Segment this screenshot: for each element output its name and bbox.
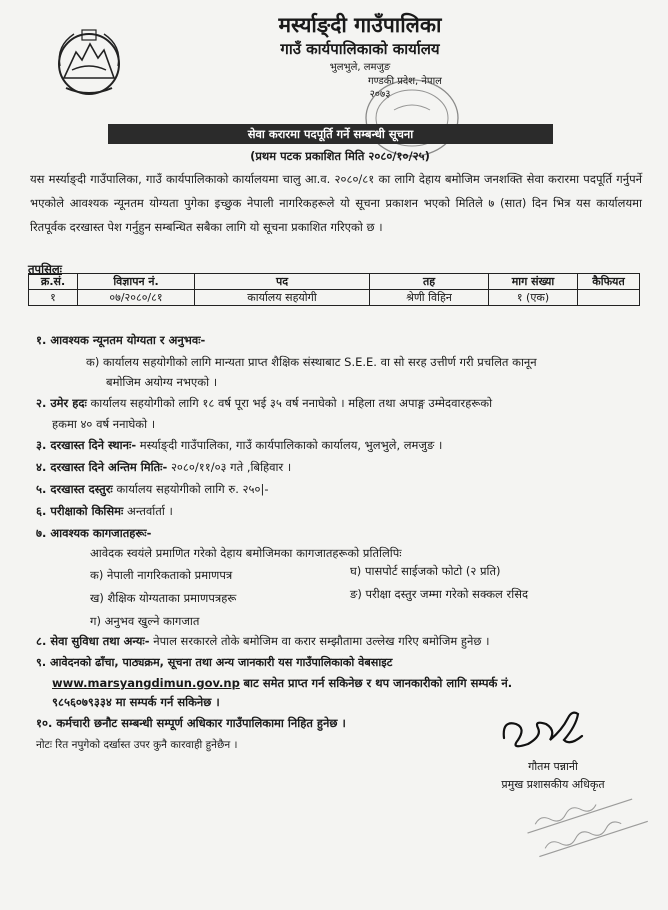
item-6-heading: ६. परीक्षाको किसिमः: [36, 504, 124, 518]
cell-level: श्रेणी विहिन: [370, 290, 489, 306]
office-name: गाउँ कार्यपालिकाको कार्यालय: [280, 40, 440, 58]
item-3-text: मर्स्याङ्दी गाउँपालिका, गाउँ कार्यपालिकाको कार्यालय, भुलभुले, लमजुङ ।: [139, 438, 443, 452]
municipality-name: मर्स्याङ्दी गाउँपालिका: [278, 12, 442, 37]
cell-remarks: [578, 290, 640, 306]
note: नोटः रित नपुगेको दर्खास्त उपर कुनै कारवाही हुनेछैन ।: [36, 739, 238, 751]
office-place: भुलभुले, लमजुङ: [329, 62, 391, 73]
item-1-heading: १. आवश्यक न्यूनतम योग्यता र अनुभवः-: [36, 333, 206, 347]
item-4-heading: ४. दरखास्त दिने अन्तिम मितिः-: [36, 460, 168, 474]
vacancy-table: [28, 273, 640, 306]
notice-title-banner: सेवा करारमा पदपूर्ति गर्ने सम्बन्धी सूचना: [108, 124, 553, 144]
item-2-heading: २. उमेर हदः: [36, 396, 87, 410]
item-7-doc-c: ग) अनुभव खुल्ने कागजात: [90, 614, 200, 628]
cell-sn: १: [29, 290, 78, 306]
signature-icon: [498, 700, 588, 760]
office-province: गण्डकी प्रदेश, नेपाल: [368, 76, 442, 87]
cell-demand: १ (एक): [489, 290, 578, 306]
item-5-heading: ५. दरखास्त दस्तुरः: [36, 482, 113, 496]
item-5: [36, 480, 268, 498]
item-6: [36, 502, 173, 520]
signatory-designation: प्रमुख प्रशासकीय अधिकृत: [501, 778, 605, 791]
col-ad-no-header: विज्ञापन नं.: [78, 274, 195, 290]
intro-paragraph: यस मर्स्याङ्दी गाउँपालिका, गाउँ कार्यपालिकाको कार्यालयमा चालु आ.व. २०८०/८१ का लागि देहाय बमोजिम जनशक्ति सेवा करारमा पदपूर्ति गर्नुपर्ने भएकोले आवश्यक न्यूनतम योग्यता पुगेका इच्छुक नेपाली नागरिकहरूले यो सूचना प्रकाशन भएको मितिले ७ (सात) दिन भित्र यस कार्यालयमा रितपूर्वक दरखास्त पेश गर्नुहुन सम्बन्धित सबैका लागि यो सूचना प्रकाशित गरिएको छ ।: [30, 172, 642, 234]
item-9-line3: ९८५६०७९३३४ मा सम्पर्क गर्न सकिनेछ ।: [52, 695, 220, 709]
cell-ad-no: ०७/२०८०/८१: [78, 290, 195, 306]
item-8: [36, 632, 489, 650]
item-3-heading: ३. दरखास्त दिने स्थानः-: [36, 438, 137, 452]
item-9-line2: [52, 674, 512, 692]
col-remarks-header: कैफियत: [578, 274, 640, 290]
designation-stamp-icon: [518, 780, 658, 870]
item-10: १०. कर्मचारी छनौट सम्बन्धी सम्पूर्ण अधिकार गाउँपालिकामा निहित हुनेछ ।: [36, 716, 346, 730]
item-7-heading: ७. आवश्यक कागजातहरूः-: [36, 526, 152, 540]
signatory-name: गौतम पन्नानी: [528, 760, 578, 773]
item-4-text: २०८०/११/०३ गते ,बिहिवार ।: [170, 460, 292, 474]
item-2: [36, 394, 492, 412]
item-4: [36, 458, 291, 476]
item-1a-line2: बमोजिम अयोग्य नभएको ।: [106, 375, 218, 389]
item-2-line2: हकमा ४० वर्ष ननाघेको ।: [52, 417, 156, 431]
item-9-line2-text: बाट समेत प्राप्त गर्न सकिनेछ र थप जानकारीको लागि सम्पर्क नं.: [243, 676, 513, 690]
item-2-line1: कार्यालय सहयोगीको लागि १८ वर्ष पूरा भई ३५ वर्ष ननाघेको । महिला तथा अपाङ्ग उम्मेदवारहरूको: [90, 396, 493, 410]
item-3: [36, 436, 442, 454]
publication-date: (प्रथम पटक प्रकाशित मिति २०८०/१०/२५): [250, 149, 430, 163]
col-demand-header: माग संख्या: [489, 274, 578, 290]
item-7-doc-a: क) नेपाली नागरिकताको प्रमाणपत्र: [90, 568, 233, 582]
item-7-intro: आवेदक स्वयंले प्रमाणित गरेको देहाय बमोजिमका कागजातहरूको प्रतिलिपिः: [90, 546, 402, 560]
nepal-emblem-icon: [52, 26, 126, 96]
item-9-line1: ९. आवेदनको ढाँचा, पाठ्यक्रम, सूचना तथा अन्य जानकारी यस गाउँपालिकाको वेबसाइट: [36, 656, 393, 669]
item-7-doc-b: ख) शैक्षिक योग्यताका प्रमाणपत्रहरू: [90, 591, 237, 605]
item-5-text: कार्यालय सहयोगीको लागि रु. २५०|-: [116, 482, 269, 496]
item-8-text: नेपाल सरकारले तोके बमोजिम वा करार सम्झौतामा उल्लेख गरिए बमोजिम हुनेछ ।: [153, 634, 490, 648]
office-year: २०७३: [369, 89, 391, 100]
item-8-heading: ८. सेवा सुविधा तथा अन्यः-: [36, 634, 150, 648]
item-7-doc-gh: घ) पासपोर्ट साईजको फोटो (२ प्रति): [350, 564, 501, 578]
website-link[interactable]: www.marsyangdimun.gov.np: [52, 676, 240, 690]
table-header-row: [29, 274, 640, 290]
item-1a-line1: क) कार्यालय सहयोगीको लागि मान्यता प्राप्त शैक्षिक संस्थाबाट S.E.E. वा सो सरह उत्तीर्ण गरी प्रचलित कानून: [86, 355, 537, 369]
cell-post: कार्यालय सहयोगी: [195, 290, 370, 306]
table-row: [29, 290, 640, 306]
item-6-text: अन्तर्वार्ता ।: [127, 504, 173, 518]
table-caption: तपसिलः: [28, 262, 62, 276]
col-sn-header: क्र.सं.: [29, 274, 78, 290]
item-7-doc-ng: ङ) परीक्षा दस्तुर जम्मा गरेको सक्कल रसिद: [350, 587, 529, 601]
col-level-header: तह: [370, 274, 489, 290]
col-post-header: पद: [195, 274, 370, 290]
